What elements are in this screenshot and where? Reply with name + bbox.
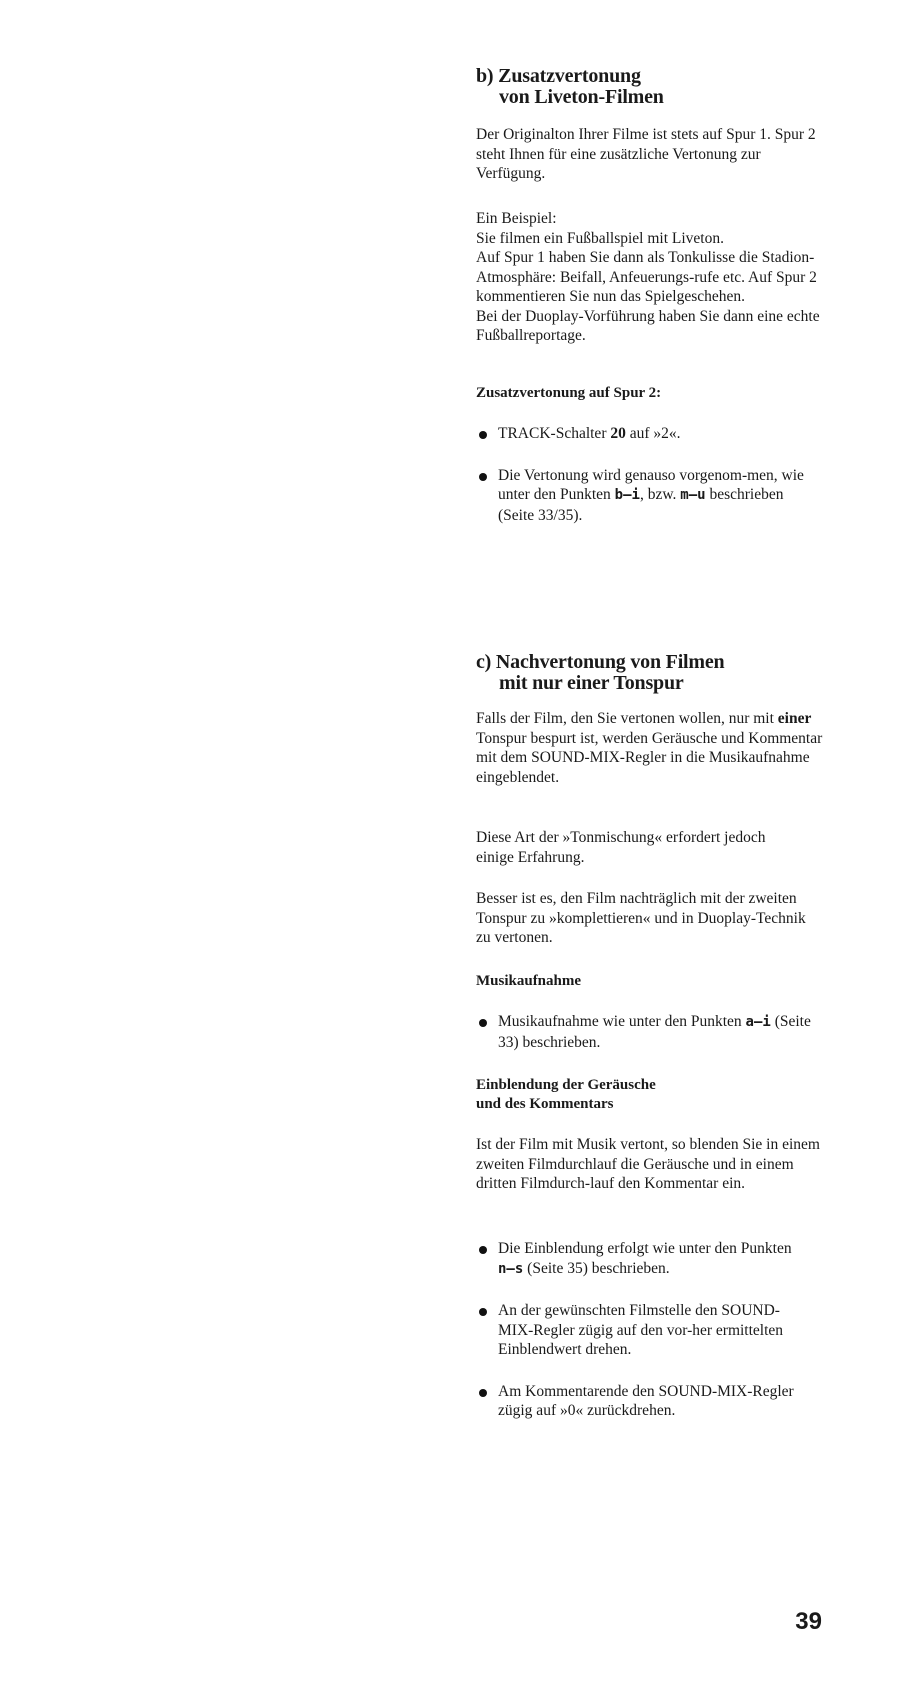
section-c-paragraph-2: Diese Art der »Tonmischung« erfordert jedoch einige Erfahrung. <box>476 829 766 866</box>
section-c-paragraph-3: Besser ist es, den Film nachträglich mit der zweiten Tonspur zu »komplettieren« und in Duoplay-Technik zu vertonen. <box>476 890 806 946</box>
bullet-bold: m–u <box>680 487 706 503</box>
bullet-text: Die Einblendung erfolgt wie unter den Punkten <box>498 1240 792 1257</box>
section-b-title-line2: von Liveton-Filmen <box>499 86 664 108</box>
bullet-music <box>476 1012 816 1052</box>
bullet-bold: n–s <box>498 1260 524 1277</box>
section-c-paragraph-4: Ist der Film mit Musik vertont, so blenden Sie in einem zweiten Filmdurchlauf die Geräusche und in einem dritten Filmdurch-lauf den Kommentar ein. <box>476 1136 820 1192</box>
para-text: Falls der Film, den Sie vertonen wollen, nur mit <box>476 710 778 727</box>
example-line-2: Auf Spur 1 haben Sie dann als Tonkulisse die Stadion-Atmosphäre: Beifall, Anfeuerungs-rufe etc. Auf Spur 2 kommentieren Sie nun das Spielgeschehen. <box>476 249 817 305</box>
example-label: Ein Beispiel: <box>476 210 557 227</box>
einblendung-subheading-line2: und des Kommentars <box>476 1096 614 1112</box>
einblendung-bullets <box>476 1239 811 1421</box>
section-b <box>476 66 836 108</box>
section-b-body <box>476 125 828 184</box>
section-b-example <box>476 209 828 346</box>
section-b-paragraph-1: Der Originalton Ihrer Filme ist stets auf Spur 1. Spur 2 steht Ihnen für eine zusätzliche Vertonung zur Verfügung. <box>476 126 816 182</box>
bullet-text: Musikaufnahme wie unter den Punkten <box>498 1013 746 1030</box>
music-bullets <box>476 1012 816 1052</box>
section-b-title <box>476 66 836 108</box>
einblendung-subheading-line1: Einblendung der Geräusche <box>476 1077 656 1093</box>
section-c-paragraph-2-box <box>476 828 806 867</box>
section-c-title-line2: mit nur einer Tonspur <box>499 672 684 694</box>
bullet-einblendung <box>476 1239 811 1279</box>
bullet-text: Die Vertonung wird genauso vorgenom-men, wie unter den Punkten <box>498 466 804 503</box>
section-b-title-line1: b) Zusatzvertonung <box>476 65 641 87</box>
bullet-text: beschrieben (Seite 33/35). <box>498 486 784 524</box>
section-b-bullets <box>476 424 821 525</box>
music-subheading: Musikaufnahme <box>476 973 582 989</box>
bullet-text: (Seite 33) beschrieben. <box>498 1013 811 1051</box>
section-c-title-line1: c) Nachvertonung von Filmen <box>476 651 725 673</box>
bullet-filmstelle: An der gewünschten Filmstelle den SOUND-MIX-Regler zügig auf den vor-her ermittelten Einblendwert drehen. <box>476 1301 811 1360</box>
bullet-text: TRACK-Schalter <box>498 425 611 442</box>
bullet-bold: a–i <box>745 1014 771 1030</box>
section-c-paragraph-3-box <box>476 889 816 948</box>
example-line-1: Sie filmen ein Fußballspiel mit Liveton. <box>476 229 724 247</box>
music-subheading-box <box>476 972 836 991</box>
section-b-subheading: Zusatzvertonung auf Spur 2: <box>476 385 662 401</box>
bullet-kommentarende: Am Kommentarende den SOUND-MIX-Regler zügig auf »0« zurückdrehen. <box>476 1382 811 1421</box>
section-c-title <box>476 652 836 694</box>
bullet-text: , bzw. <box>639 486 681 503</box>
para-text: Tonspur bespurt ist, werden Geräusche und Kommentar mit dem SOUND-MIX-Regler in die Musikaufnahme eingeblendet. <box>476 729 823 786</box>
para-bold: einer <box>777 710 812 727</box>
section-c-paragraph-1 <box>476 709 824 787</box>
einblendung-subheading-box <box>476 1076 836 1114</box>
bullet-text: (Seite 35) beschrieben. <box>523 1259 670 1277</box>
page-number: 39 <box>795 1608 822 1635</box>
bullet-bold: 20 <box>610 425 626 442</box>
bullet-text: auf »2«. <box>625 425 681 442</box>
section-c-paragraph-1-box <box>476 709 824 787</box>
bullet-bold: b–i <box>614 487 640 503</box>
section-b-subheading-box <box>476 384 836 403</box>
section-c-paragraph-4-box <box>476 1135 828 1194</box>
example-line-3: Bei der Duoplay-Vorführung haben Sie dann eine echte Fußballreportage. <box>476 307 820 344</box>
bullet-vertonung <box>476 466 821 526</box>
bullet-track-switch <box>476 424 821 444</box>
section-c <box>476 652 836 694</box>
